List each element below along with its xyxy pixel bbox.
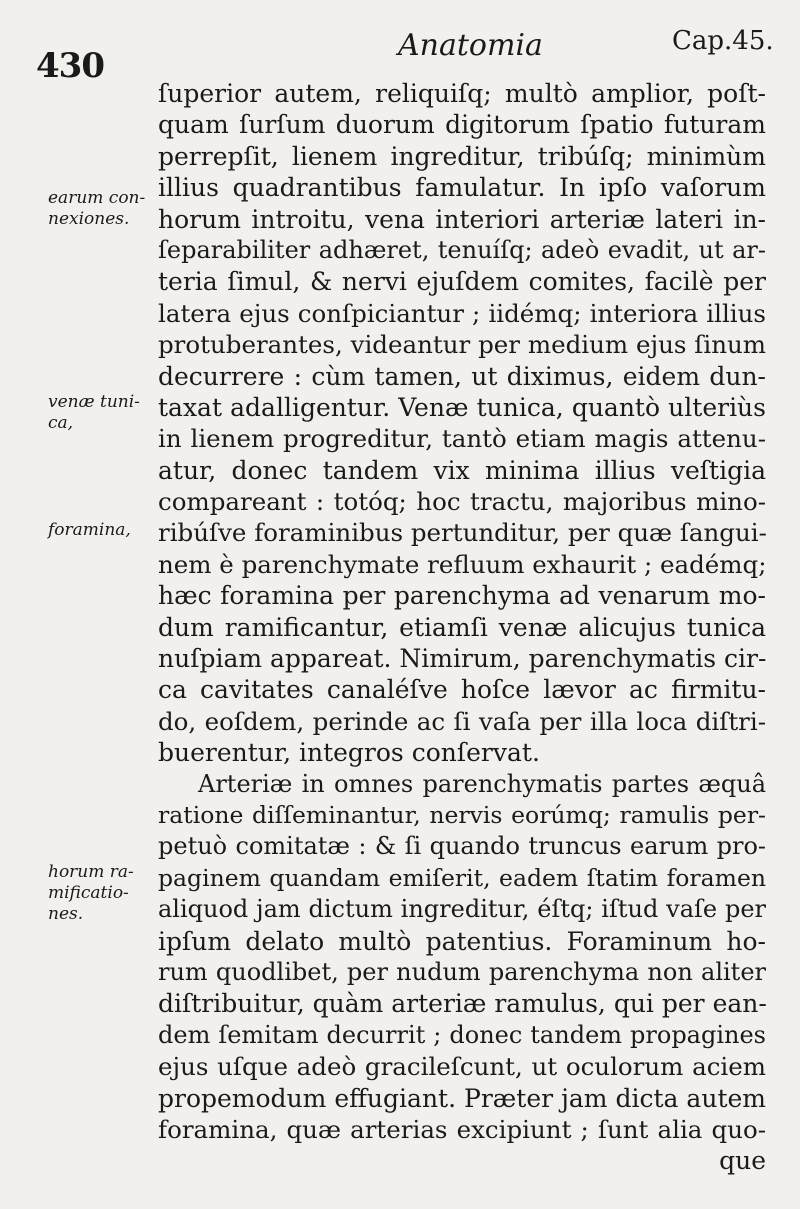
- text-line: paginem quandam emiſerit, eadem ſtatim foramen: [158, 863, 766, 892]
- margin-note: foramina,: [48, 520, 131, 540]
- margin-note: venæ tuni- ca,: [48, 392, 140, 433]
- body-text: [158, 78, 766, 1177]
- text-line: horum introitu, vena interiori arteriæ lateri in-: [158, 204, 766, 234]
- text-line: teria ſimul, & nervi ejuſdem comites, facilè per: [158, 267, 766, 297]
- running-title: Anatomia: [398, 28, 543, 63]
- text-line: do, eoſdem, perinde ac ſi vaſa per illa loca diſtri-: [158, 706, 766, 736]
- text-line: propemodum effugiant. Præter jam dicta autem: [158, 1083, 766, 1113]
- text-line: ratione diſſeminantur, nervis eorúmq; ramulis per-: [158, 800, 766, 829]
- text-line: ejus uſque adeò gracileſcunt, ut oculorum aciem: [158, 1052, 766, 1082]
- text-line: compareant : totóq; hoc tractu, majoribus mino-: [158, 487, 766, 517]
- chapter-label: Cap.45.: [672, 26, 774, 56]
- catchword: que: [719, 1146, 766, 1176]
- page-number: 430: [36, 46, 104, 86]
- text-line: perrepſit, lienem ingreditur, tribúſq; minimùm: [158, 141, 766, 171]
- text-line: taxat adalligentur. Venæ tunica, quantò ulteriùs: [158, 392, 766, 422]
- text-line: foramina, quæ arterias excipiunt ; ſunt alia quo-: [158, 1114, 766, 1144]
- text-line: Arteriæ in omnes parenchymatis partes æquâ: [198, 769, 766, 798]
- text-line: aliquod jam dictum ingreditur, éſtq; iſtud vaſe per: [158, 895, 766, 924]
- text-line: petuò comitatæ : & ſi quando truncus earum pro-: [158, 832, 766, 861]
- text-line: hæc foramina per parenchyma ad venarum mo-: [158, 581, 766, 611]
- text-line: ribúſve foraminibus pertunditur, per quæ ſangui-: [158, 518, 767, 548]
- text-line: in lienem progreditur, tantò etiam magis attenu-: [158, 424, 766, 454]
- text-line: latera ejus conſpiciantur ; iidémq; interiora illius: [158, 298, 766, 328]
- text-line: ſeparabiliter adhæret, tenuíſq; adeò evadit, ut ar-: [158, 235, 766, 264]
- text-line: dem ſemitam decurrit ; donec tandem propagines: [158, 1020, 766, 1049]
- margin-note: earum con- nexiones.: [48, 188, 146, 229]
- text-line: rum quodlibet, per nudum parenchyma non aliter: [158, 957, 766, 986]
- text-line: buerentur, integros conſervat.: [158, 738, 540, 768]
- text-line: ſuperior autem, reliquiſq; multò amplior, poſt-: [158, 79, 766, 108]
- text-line: nem è parenchymate refluum exhaurit ; eadémq;: [158, 549, 767, 579]
- page-header: [0, 18, 800, 86]
- text-line: diſtribuitur, quàm arteriæ ramulus, qui per ean-: [158, 989, 767, 1019]
- text-line: nuſpiam appareat. Nimirum, parenchymatis cir-: [158, 644, 767, 674]
- text-line: atur, donec tandem vix minima illius veſtigia: [158, 455, 766, 485]
- text-line: ipſum delato multò patentius. Foraminum ho-: [158, 926, 766, 956]
- text-line: illius quadrantibus famulatur. In ipſo vaſorum: [158, 173, 766, 203]
- margin-note: horum ra- mificatio- nes.: [48, 862, 134, 924]
- text-line: decurrere : cùm tamen, ut diximus, eidem dun-: [158, 361, 766, 391]
- text-line: protuberantes, videantur per medium ejus ſinum: [158, 330, 766, 360]
- text-line: dum ramificantur, etiamſi venæ alicujus tunica: [158, 612, 766, 642]
- text-line: quam ſurſum duorum digitorum ſpatio futuram: [158, 110, 766, 140]
- text-line: ca cavitates canaléſve hoſce lævor ac firmitu-: [158, 675, 766, 705]
